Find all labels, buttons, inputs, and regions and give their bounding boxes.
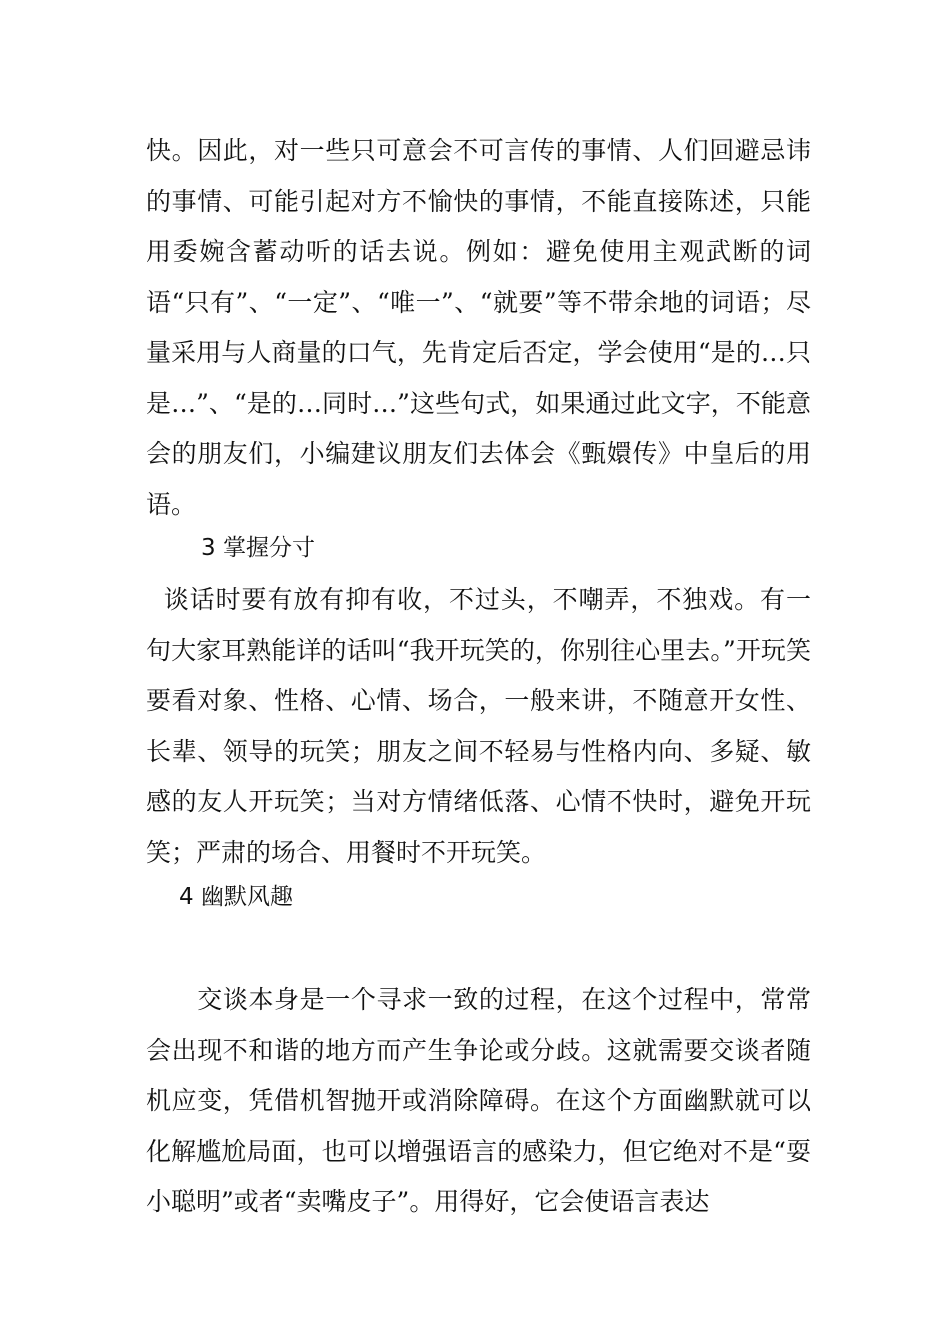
section-heading-4: 4 幽默风趣 <box>179 884 293 910</box>
body-paragraph-measure: 谈话时要有放有抑有收，不过头，不嘲弄，不独戏。有一句大家耳熟能详的话叫“我开玩笑的，你别往心里去。”开玩笑要看对象、性格、心情、场合，一般来讲，不随意开女性、长辈、领导的玩笑；朋友之间不轻易与性格内向、多疑、敏感的友人开玩笑；当对方情绪低落、心情不快时，避免开玩笑；严肃的场合、用餐时不开玩笑。 <box>146 585 811 867</box>
body-paragraph-tactful-speech: 快。因此，对一些只可意会不可言传的事情、人们回避忌讳的事情、可能引起对方不愉快的事情，不能直接陈述，只能用委婉含蓄动听的话去说。例如：避免使用主观武断的词语“只有”、“一定”、“唯一”、“就要”等不带余地的词语；尽量采用与人商量的口气，先肯定后否定，学会使用“是的…只是…”、“是的…同时…”这些句式，如果通过此文字，不能意会的朋友们，小编建议朋友们去体会《甄嬛传》中皇后的用语。 <box>146 136 811 519</box>
body-paragraph-humor: 交谈本身是一个寻求一致的过程，在这个过程中，常常会出现不和谐的地方而产生争论或分歧。这就需要交谈者随机应变，凭借机智抛开或消除障碍。在这个方面幽默就可以化解尴尬局面，也可以增强语言的感染力，但它绝对不是“耍小聪明”或者“卖嘴皮子”。用得好，它会使语言表达 <box>146 985 811 1216</box>
section-heading-3: 3 掌握分寸 <box>201 535 315 561</box>
